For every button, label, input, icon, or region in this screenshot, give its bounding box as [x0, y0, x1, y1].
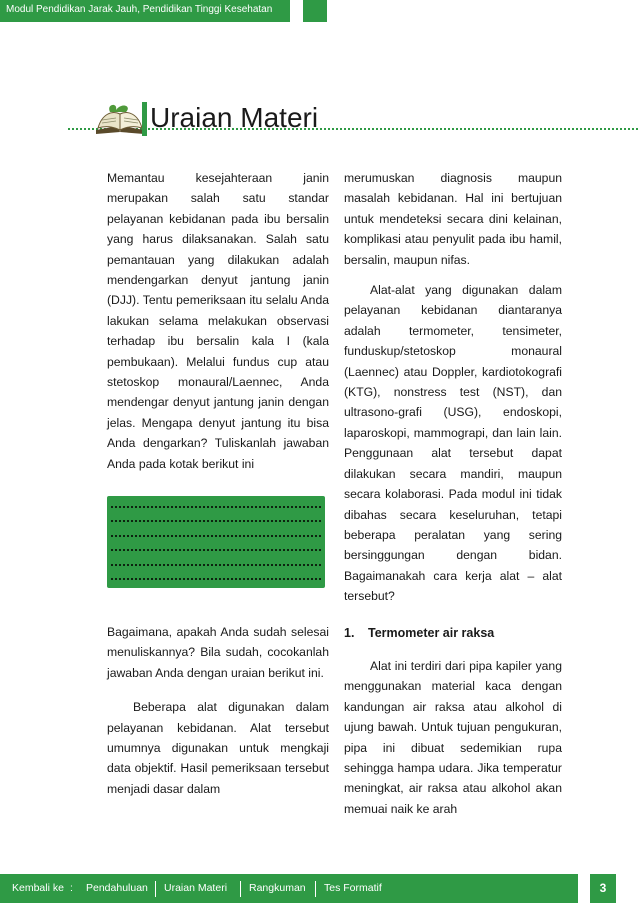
answer-line [111, 535, 321, 537]
right-column-bottom [344, 656, 562, 819]
left-column-bottom [107, 622, 329, 811]
module-title: Modul Pendidikan Jarak Jauh, Pendidikan Tinggi Kesehatan [6, 4, 273, 15]
paragraph: merumuskan diagnosis maupun masalah kebidanan. Hal ini bertujuan untuk mendeteksi secara dini kelainan, komplikasi atau penyulit pada ibu hamil, bersalin, maupun nifas. [344, 171, 562, 267]
paragraph: Alat-alat yang digunakan dalam pelayanan kebidanan diantaranya adalah termometer, tensimeter, funduskup/stetoskop monaural (Laennec) atau Doppler, kardiotokografi (KTG), nonstress test (NST), dan ultrasono-grafi (USG), endoskopi, laparoskopi, mammograpi, dan lain lain. Penggunaan alat tersebut dapat dilakukan secara mandiri, maupun secara kolaborasi. Pada modul ini tidak dibahas secara keseluruhan, tetapi beberapa peralatan yang sering bersinggungan dengan bidan. Bagaimanakah cara kerja alat – alat tersebut? [344, 283, 562, 604]
page-title: Uraian Materi [150, 102, 319, 133]
header-bar [0, 0, 290, 22]
answer-line [111, 549, 321, 551]
answer-line [111, 564, 321, 566]
subheading-text: Termometer air raksa [368, 626, 495, 640]
answer-line [111, 578, 321, 580]
nav-separator [155, 881, 156, 897]
nav-link-uraian-materi[interactable]: Uraian Materi [164, 882, 228, 894]
subheading [344, 626, 494, 640]
subheading-number: 1. [344, 626, 355, 640]
page-number-box [590, 874, 616, 903]
nav-link-tes-formatif[interactable]: Tes Formatif [324, 882, 382, 894]
paragraph: Bagaimana, apakah Anda sudah selesai menuliskannya? Bila sudah, cocokanlah jawaban Anda dengan uraian berikut ini. [107, 625, 329, 680]
right-column-top [344, 168, 562, 607]
page-number: 3 [599, 881, 607, 895]
paragraph: Alat ini terdiri dari pipa kapiler yang menggunakan material kaca dengan kandungan air raksa atau alkohol di ujung bawah. Untuk tujuan pengukuran, pipa ini dibuat sedemikian rupa sehingga hampa udara. Jika temperatur meningkat, air raksa atau alkohol akan memuai naik ke arah [344, 659, 562, 816]
nav-separator [315, 881, 316, 897]
header-square [303, 0, 327, 22]
book-icon [92, 100, 148, 136]
paragraph: Beberapa alat digunakan dalam pelayanan kebidanan. Alat tersebut umumnya digunakan untuk mengkaji data objektif. Hasil pemeriksaan tersebut menjadi dasar dalam [107, 700, 329, 796]
back-colon: : [70, 882, 73, 894]
nav-separator [240, 881, 241, 897]
answer-line [111, 520, 321, 522]
left-column-top [107, 168, 329, 474]
back-label: Kembali ke [12, 882, 64, 894]
answer-box[interactable] [107, 496, 325, 588]
nav-link-pendahuluan[interactable]: Pendahuluan [86, 882, 148, 894]
footer-nav-bar [0, 874, 578, 903]
nav-link-rangkuman[interactable]: Rangkuman [249, 882, 306, 894]
answer-line [111, 506, 321, 508]
paragraph: Memantau kesejahteraan janin merupakan salah satu standar pelayanan kebidanan pada ibu bersalin yang harus dilaksanakan. Salah satu pemantauan yang dilakukan adalah mendengarkan denyut jantung janin (DJJ). Tentu pemeriksaan itu selalu Anda lakukan selama melakukan observasi terhadap ibu bersalin kala I (kala pembukaan). Melalui fundus cup atau stetoskop monaural/Laennec, Anda mendengar denyut jantung janin dengan jelas. Mengapa denyut jantung itu bisa Anda dengarkan? Tuliskanlah jawaban Anda pada kotak berikut ini [107, 171, 329, 471]
